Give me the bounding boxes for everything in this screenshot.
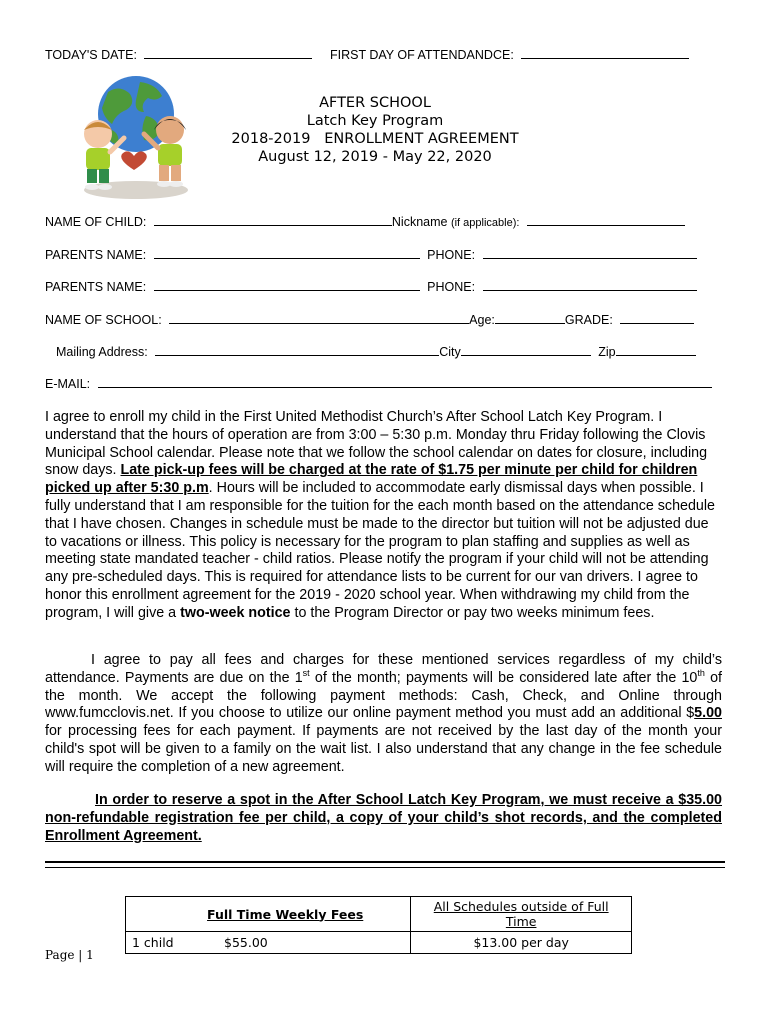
title-enrollment-agreement: 2018-2019 ENROLLMENT AGREEMENT [231, 131, 519, 147]
title-after-school: AFTER SCHOOL [319, 95, 431, 111]
fees-header-other: All Schedules outside of Full Time [411, 897, 632, 932]
two-week-notice: two-week notice [180, 604, 291, 621]
fees-row-1-other: $13.00 per day [411, 932, 632, 954]
email-field[interactable] [98, 376, 712, 388]
email-label: E-MAIL: [45, 377, 91, 391]
phone-field-2[interactable] [483, 279, 697, 291]
nickname-note: (if applicable): [450, 217, 520, 229]
parents-name-line-1 [45, 247, 697, 262]
payment-text-3: of the month. We accept the following payment methods: Cash, Check, and Online through www.fumcclovis.net. If you choose to utilize our online payment method you must add an additional $ [45, 669, 723, 722]
payment-terms-paragraph [45, 652, 722, 777]
mailing-field[interactable] [155, 344, 439, 356]
title-dates: August 12, 2019 - May 22, 2020 [258, 149, 492, 165]
age-label: Age: [469, 313, 495, 327]
terms-text-2: . Hours will be included to accommodate early dismissal days when possible. I fully understand that I am responsible for the tuition for the each month based on the attendance schedule that I have chosen. Changes in schedule must be made to the director but tuition will not be adjusted due to vacations or illness. This policy is necessary for the program to plan staffing and supplies as well as meeting state mandated teacher - child ratios. Please notify the program if your child will not be attending any pre-scheduled days. This is required for attendance lists to be current for our van drivers. I agree to honor this enrollment agreement for the 2019 - 2020 school year. When withdrawing my child from the program, I will give a [45, 480, 716, 621]
parents-name-field-1[interactable] [154, 247, 420, 259]
first-day-label: FIRST DAY OF ATTENDANDCE: [329, 48, 514, 62]
late-fee-notice: Late pick-up fees will be charged at the rate of $1.75 per minute per child for children picked up after 5:30 p.m [45, 462, 698, 497]
nickname-field[interactable] [527, 214, 685, 226]
school-field[interactable] [169, 312, 469, 324]
child-name-line [45, 214, 685, 229]
mailing-line [56, 344, 696, 359]
registration-notice: In order to reserve a spot in the After School Latch Key Program, we must receive a $35.00 non-refundable registration fee per child, a copy of your child’s shot records, and the completed Enrollment Agreement. [45, 792, 722, 844]
processing-fee-amount: 5.00 [694, 705, 722, 722]
city-field[interactable] [461, 344, 591, 356]
divider-thin [45, 867, 725, 868]
grade-label: GRADE: [564, 313, 613, 327]
header-date-line [45, 47, 689, 62]
fees-row-1 [126, 932, 632, 954]
terms-text-1: I agree to enroll my child in the First United Methodist Church’s After School Latch Key Program. I understand that the hours of operation are from 3:00 – 5:30 p.m. Monday thru Friday following the Clovis Municipal School calendar. Please note that we follow the school calendar on dates for closure, including snow days. [45, 409, 708, 479]
zip-label: Zip [598, 345, 616, 359]
divider-thick [45, 861, 725, 863]
todays-date-label: TODAY'S DATE: [45, 48, 137, 62]
school-label: NAME OF SCHOOL: [45, 313, 162, 327]
enrollment-terms-paragraph [45, 409, 722, 623]
phone-label-1: PHONE: [427, 248, 476, 262]
fees-header-full-time: Full Time Weekly Fees [126, 897, 411, 932]
fees-row-1-price: $55.00 [218, 932, 411, 954]
grade-field[interactable] [620, 312, 694, 324]
ordinal-th: th [697, 668, 705, 679]
payment-text-4: for processing fees for each payment. If payments are not received by the last day of the month your child's spot will be given to a family on the wait list. I also understand that any change in the fee schedule will require the completion of a new agreement. [45, 723, 722, 775]
terms-text-3: to the Program Director or pay two weeks minimum fees. [290, 604, 655, 621]
fees-header-row [126, 897, 632, 932]
city-label: City [439, 345, 461, 359]
child-name-label: NAME OF CHILD: [45, 215, 147, 229]
fees-row-1-child: 1 child [126, 932, 219, 954]
parents-name-label-1: PARENTS NAME: [45, 248, 147, 262]
email-line [45, 376, 712, 391]
parents-name-field-2[interactable] [154, 279, 420, 291]
phone-label-2: PHONE: [427, 280, 476, 294]
nickname-label: Nickname [391, 215, 448, 229]
school-line [45, 312, 694, 327]
todays-date-field[interactable] [144, 47, 312, 59]
child-name-field[interactable] [154, 214, 392, 226]
first-day-field[interactable] [521, 47, 689, 59]
payment-text-1: I agree to pay all fees and charges for these mentioned services regardless of my child’s attendance. Payments are due on the 1 [45, 652, 722, 686]
payment-text-2: of the month; payments will be considered late after the 10 [309, 669, 698, 686]
phone-field-1[interactable] [483, 247, 697, 259]
zip-field[interactable] [616, 344, 696, 356]
mailing-label: Mailing Address: [56, 345, 148, 359]
page-number: Page | 1 [45, 948, 94, 962]
age-field[interactable] [495, 312, 565, 324]
fees-table [125, 896, 632, 954]
parents-name-label-2: PARENTS NAME: [45, 280, 147, 294]
ordinal-st: st [302, 668, 310, 679]
parents-name-line-2 [45, 279, 697, 294]
title-program: Latch Key Program [306, 113, 444, 129]
